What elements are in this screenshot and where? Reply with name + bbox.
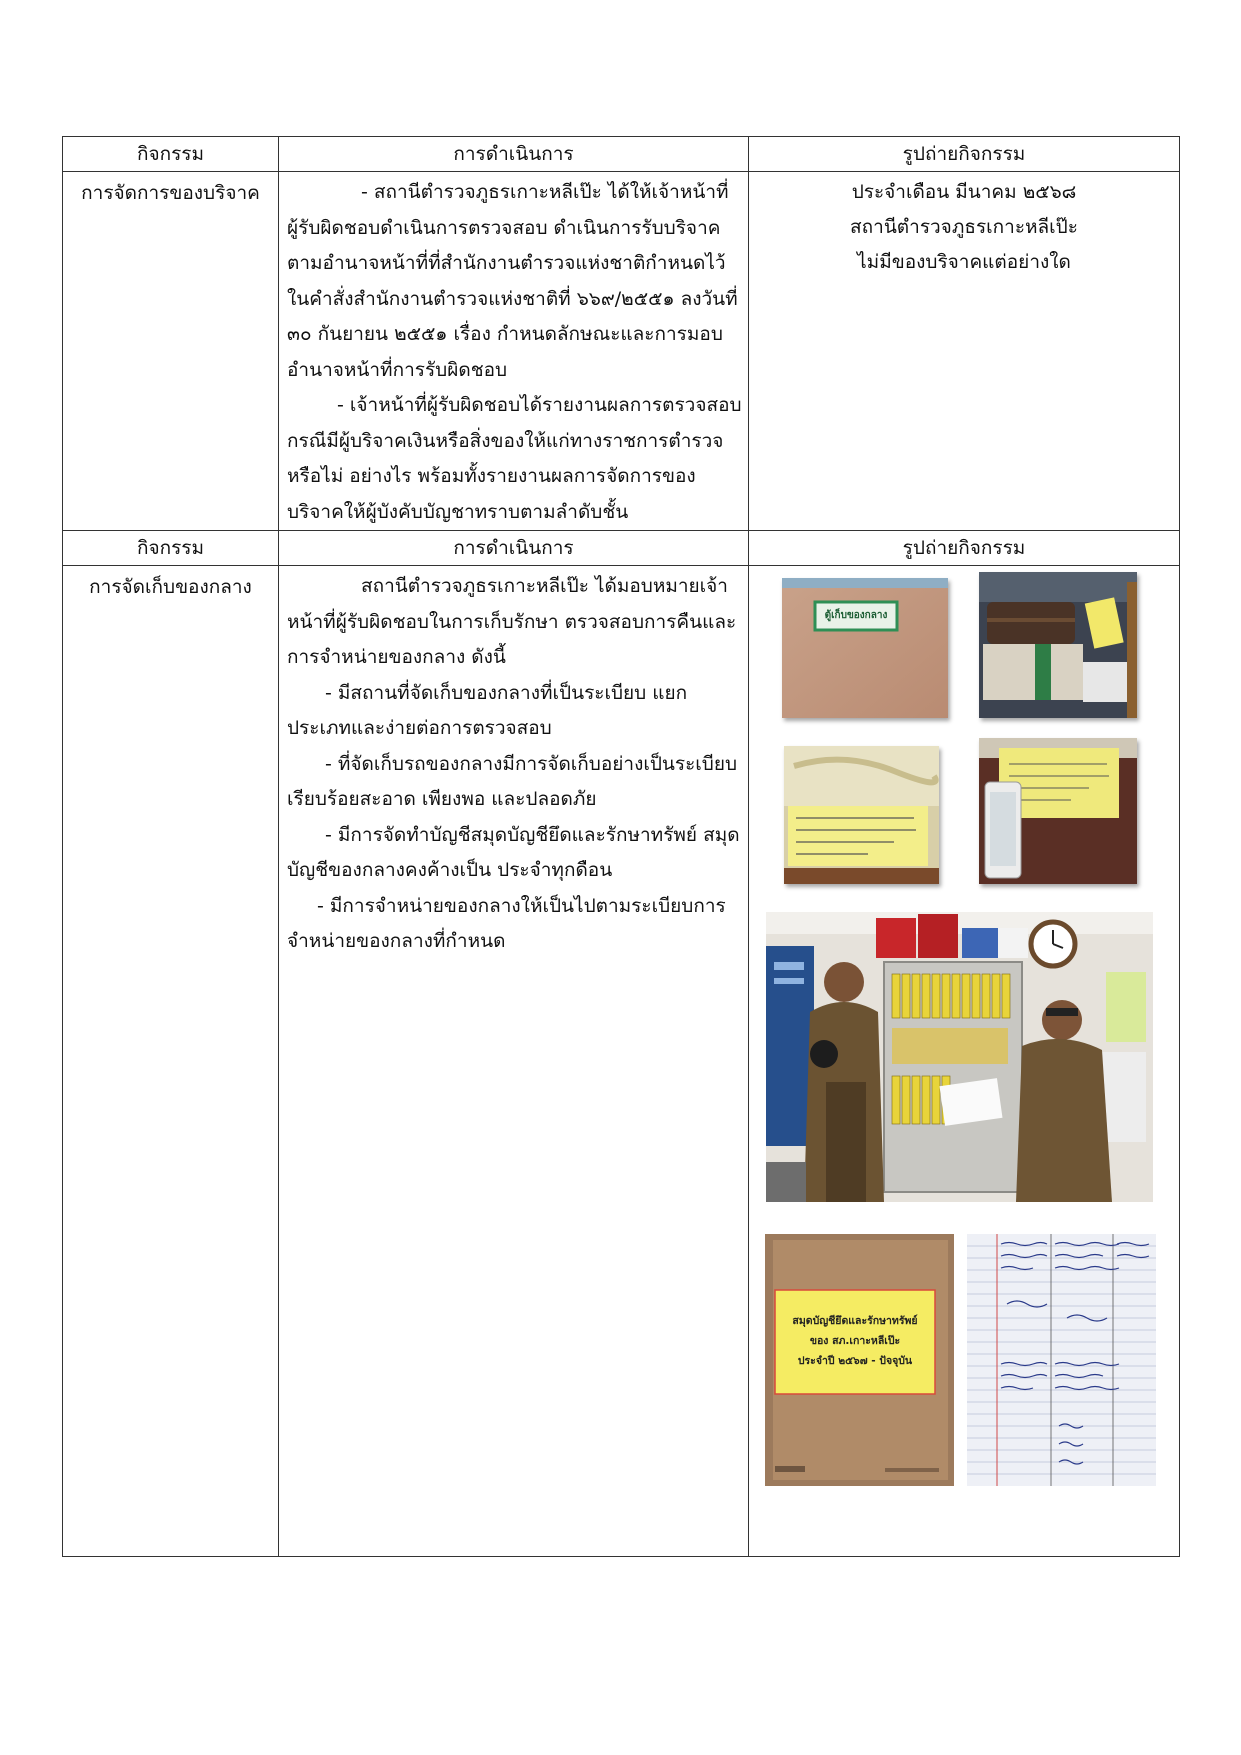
photo-ledger-pages — [967, 1234, 1156, 1486]
photo-evidence-package — [784, 746, 939, 884]
header-activity-2: กิจกรรม — [63, 531, 279, 566]
activity-donations: การจัดการของบริจาค — [63, 172, 279, 531]
evidence-paragraph-4: - มีการจัดทำบัญชีสมุดบัญชียึดและรักษาทรัพย์ สมุดบัญชีของกลางคงค้างเป็น ประจำทุกดือน — [287, 823, 740, 881]
evidence-paragraph-5: - มีการจำหน่ายของกลางให้เป็นไปตามระเบียบการจำหน่ายของกลางที่กำหนด — [287, 894, 726, 952]
operation-donations — [279, 172, 749, 531]
photos-evidence — [749, 566, 1180, 1557]
row-evidence — [63, 566, 1180, 1557]
header-operation-2: การดำเนินการ — [279, 531, 749, 566]
ledger-cover-year: ประจำปี ๒๕๖๗ - ปัจจุบัน — [797, 1355, 913, 1367]
photo-ledger-cover — [765, 1234, 954, 1486]
cabinet-sign-label: ตู้เก็บของกลาง — [824, 610, 888, 621]
header-photos: รูปถ่ายกิจกรรม — [749, 137, 1180, 172]
donation-month: ประจำเดือน มีนาคม ๒๕๖๘ — [851, 181, 1077, 203]
header-activity: กิจกรรม — [63, 137, 279, 172]
evidence-paragraph-1: สถานีตำรวจภูธรเกาะหลีเป๊ะ ได้มอบหมายเจ้าหน้าที่ผู้รับผิดชอบในการเก็บรักษา ตรวจสอบการคืนและการจำหน่ายของกลาง ดังนี้ — [287, 575, 737, 668]
donation-station: สถานีตำรวจภูธรเกาะหลีเป๊ะ — [850, 216, 1078, 238]
photo-evidence-phone — [979, 738, 1137, 884]
activity-table — [62, 136, 1180, 1557]
header-operation: การดำเนินการ — [279, 137, 749, 172]
ledger-cover-title: สมุดบัญชียึดและรักษาทรัพย์ — [792, 1315, 918, 1327]
photos-donations — [749, 172, 1180, 531]
activity-evidence: การจัดเก็บของกลาง — [63, 566, 279, 1557]
photo-cabinet-sign — [782, 578, 948, 718]
header-row-2 — [63, 531, 1180, 566]
donation-paragraph-2: - เจ้าหน้าที่ผู้รับผิดชอบได้รายงานผลการตรวจสอบกรณีมีผู้บริจาคเงินหรือสิ่งของให้แก่ทางราชการตำรวจ หรือไม่ อย่างไร พร้อมทั้งรายงานผลการจัดการของบริจาคให้ผู้บังคับบัญชาทราบตามลำดับชั้น — [287, 394, 742, 523]
photo-officers-inspection — [766, 912, 1153, 1202]
row-donations — [63, 172, 1180, 531]
operation-evidence — [279, 566, 749, 1557]
header-row-1 — [63, 137, 1180, 172]
evidence-paragraph-3: - ที่จัดเก็บรถของกลางมีการจัดเก็บอย่างเป็นระเบียบเรียบร้อยสะอาด เพียงพอ และปลอดภัย — [287, 752, 738, 810]
header-photos-2: รูปถ่ายกิจกรรม — [749, 531, 1180, 566]
photo-evidence-bags — [979, 572, 1137, 718]
evidence-paragraph-2: - มีสถานที่จัดเก็บของกลางที่เป็นระเบียบ แยกประเภทและง่ายต่อการตรวจสอบ — [287, 681, 688, 739]
ledger-cover-station: ของ สภ.เกาะหลีเป๊ะ — [809, 1335, 901, 1347]
donation-paragraph-1: - สถานีตำรวจภูธรเกาะหลีเป๊ะ ได้ให้เจ้าหน้าที่ผู้รับผิดชอบดำเนินการตรวจสอบ ดำเนินการรับบริจาคตามอำนาจหน้าที่ที่สำนักงานตำรวจแห่งชาติกำหนดไว้ในคำสั่งสำนักงานตำรวจแห่งชาติที่ ๖๖๙/๒๕๕๑ ลงวันที่ ๓๐ กันยายน ๒๕๕๑ เรื่อง กำหนดลักษณะและการมอบอำนาจหน้าที่การรับผิดชอบ — [287, 181, 738, 381]
donation-status: ไม่มีของบริจาคแต่อย่างใด — [857, 251, 1071, 273]
